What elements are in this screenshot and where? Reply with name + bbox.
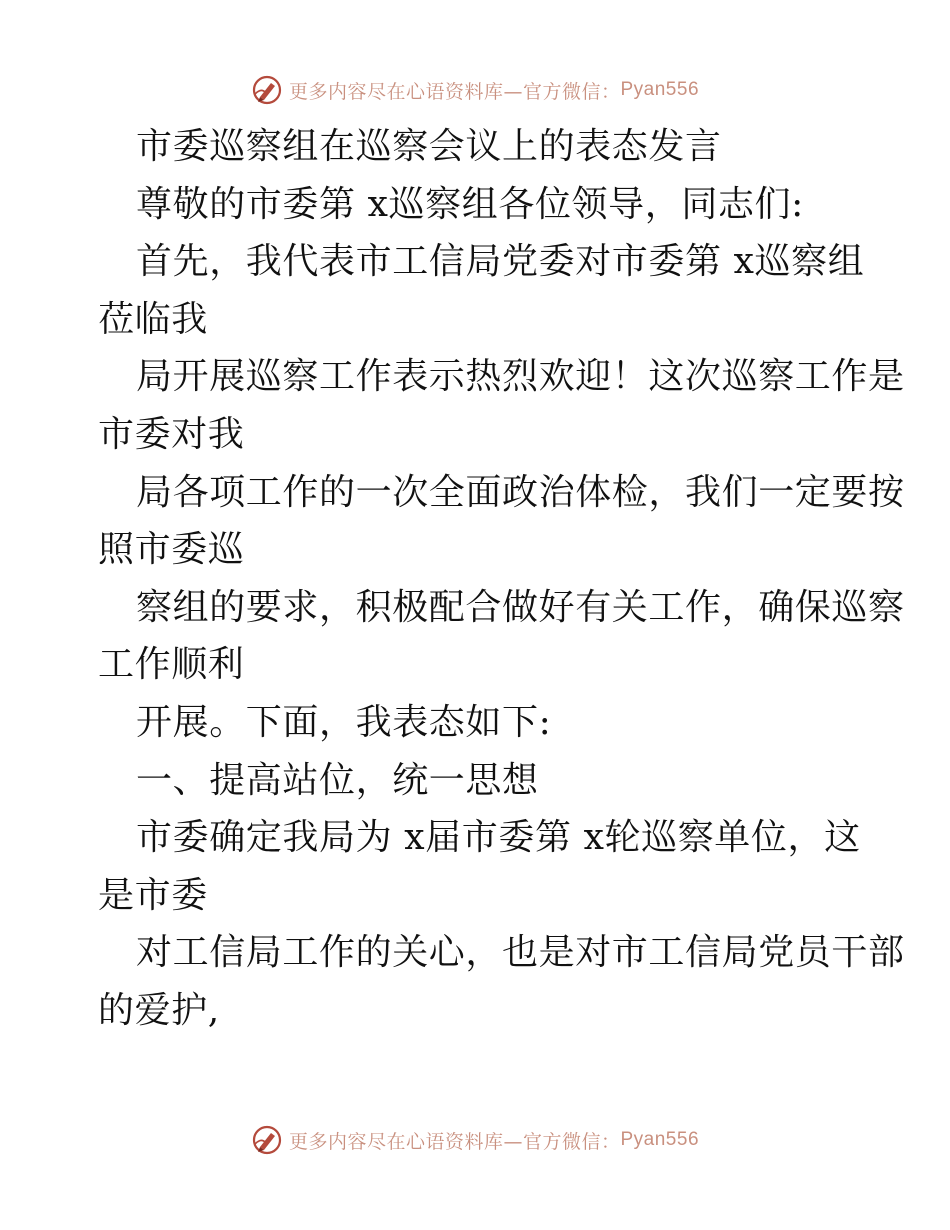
paragraph-line: 的爱护, xyxy=(98,989,220,1031)
paragraph-line: 莅临我 xyxy=(98,298,208,340)
paragraph-line: 察组的要求，积极配合做好有关工作，确保巡察 xyxy=(136,586,905,628)
header-watermark xyxy=(0,70,950,110)
paragraph-line: 局各项工作的一次全面政治体检，我们一定要按 xyxy=(136,471,905,513)
paragraph-line: 首先，我代表市工信局党委对市委第 x巡察组 xyxy=(136,241,865,283)
paragraph-line: 是市委 xyxy=(98,874,208,916)
section-heading: 一、提高站位，统一思想 xyxy=(136,759,539,801)
document-title: 市委巡察组在巡察会议上的表态发言 xyxy=(136,126,722,167)
document-body xyxy=(98,118,905,1040)
pen-logo-icon xyxy=(251,74,283,106)
paragraph-line: 工作顺利 xyxy=(98,644,245,686)
watermark-text: 更多内容尽在心语资料库—官方微信： xyxy=(288,80,621,103)
paragraph-line: 对工信局工作的关心，也是对市工信局党员干部 xyxy=(136,932,905,974)
paragraph-line: 局开展巡察工作表示热烈欢迎！这次巡察工作是 xyxy=(136,356,905,398)
watermark-text: 更多内容尽在心语资料库—官方微信： xyxy=(288,1130,621,1153)
watermark-wechat-id: Pyan556 xyxy=(620,1129,700,1150)
paragraph-line: 市委对我 xyxy=(98,413,245,455)
paragraph-line: 开展。下面，我表态如下: xyxy=(136,701,552,743)
watermark-wechat-id: Pyan556 xyxy=(620,79,700,100)
pen-logo-icon xyxy=(251,1124,283,1156)
paragraph-line: 市委确定我局为 x届市委第 x轮巡察单位，这 xyxy=(136,817,861,859)
salutation: 尊敬的市委第 x巡察组各位领导，同志们: xyxy=(136,183,804,225)
paragraph-line: 照市委巡 xyxy=(98,529,245,571)
footer-watermark xyxy=(0,1120,950,1160)
